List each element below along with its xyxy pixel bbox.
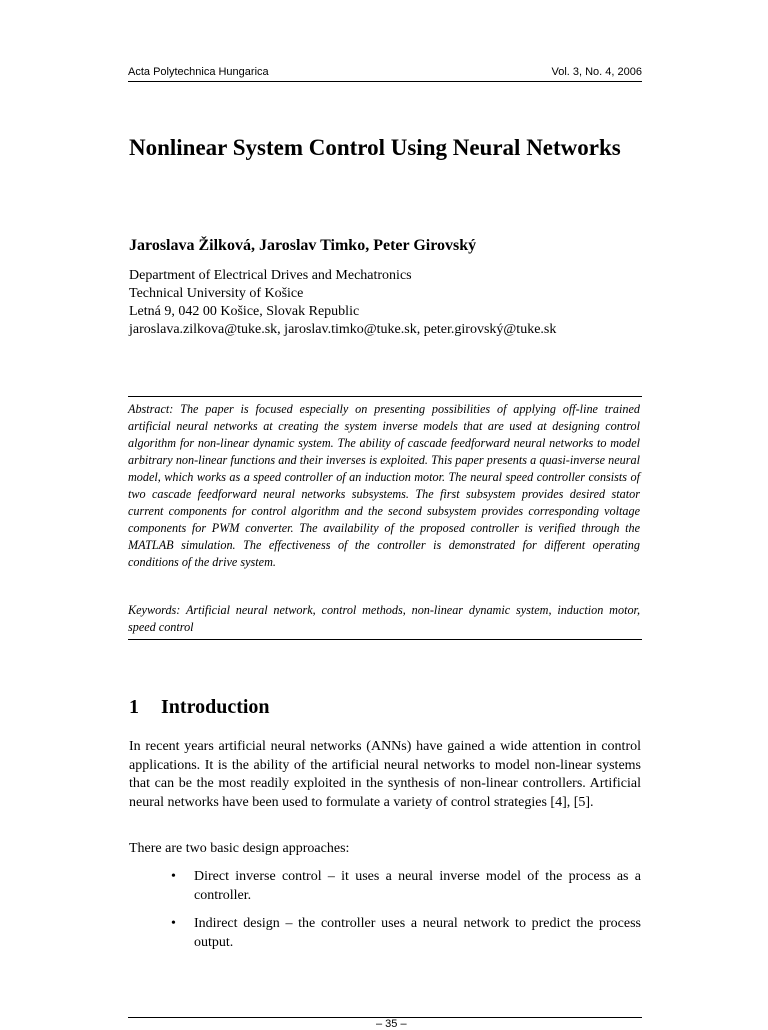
bullet-icon: • [171,916,176,932]
approaches-paragraph: There are two basic design approaches: [129,841,350,856]
affiliation-university: Technical University of Košice [129,286,304,301]
page-number: – 35 – [376,1018,407,1030]
affiliation-block [129,267,649,339]
section-title: Introduction [161,696,270,718]
list-item [129,868,641,905]
paper-title: Nonlinear System Control Using Neural Networks [129,135,621,160]
abstract-text: Abstract: The paper is focused especially on presenting possibilities of applying off-line trained artificial neural networks at creating the system inverse models that are used at designing control algorithm for non-linear dynamic system. The ability of cascade feedforward neural networks to model arbitrary non-linear functions and their inverses is exploited. This paper presents a quasi-inverse neural model, which works as a speed controller of an induction motor. The neural speed controller consists of two cascade feedforward neural networks subsystems. The first subsystem provides desired stator current components for control algorithm and the second subsystem provides corresponding voltage components for PWM converter. The availability of the proposed controller is verified through the MATLAB simulation. The effectiveness of the controller is demonstrated for different operating conditions of the drive system. [128,402,640,569]
section-heading-introduction [129,696,270,719]
abstract-box [128,396,642,640]
affiliation-address: Letná 9, 042 00 Košice, Slovak Republic [129,304,360,319]
author-list: Jaroslava Žilková, Jaroslav Timko, Peter Girovský [129,237,477,254]
list-item-text: Indirect design – the controller uses a neural network to predict the process output. [194,916,641,951]
list-item [129,915,641,952]
bullet-icon: • [171,869,176,884]
keywords-text: Keywords: Artificial neural network, control methods, non-linear dynamic system, induction motor, speed control [128,603,640,634]
section-number: 1 [129,696,139,718]
approaches-list [129,868,641,963]
affiliation-department: Department of Electrical Drives and Mechatronics [129,268,412,283]
affiliation-emails: jaroslava.zilkova@tuke.sk, jaroslav.timko@tuke.sk, peter.girovský@tuke.sk [129,322,557,337]
running-header [128,66,642,82]
volume-info: Vol. 3, No. 4, 2006 [551,66,642,78]
journal-name: Acta Polytechnica Hungarica [128,66,269,78]
list-item-text: Direct inverse control – it uses a neural inverse model of the process as a controller. [194,869,641,903]
intro-paragraph: In recent years artificial neural networks (ANNs) have gained a wide attention in control applications. It is the ability of the artificial neural networks to model non-linear systems that can be the most readily exploited in the synthesis of non-linear controllers. Artificial neural networks have been used to formulate a variety of control strategies [4], [5]. [129,739,641,811]
